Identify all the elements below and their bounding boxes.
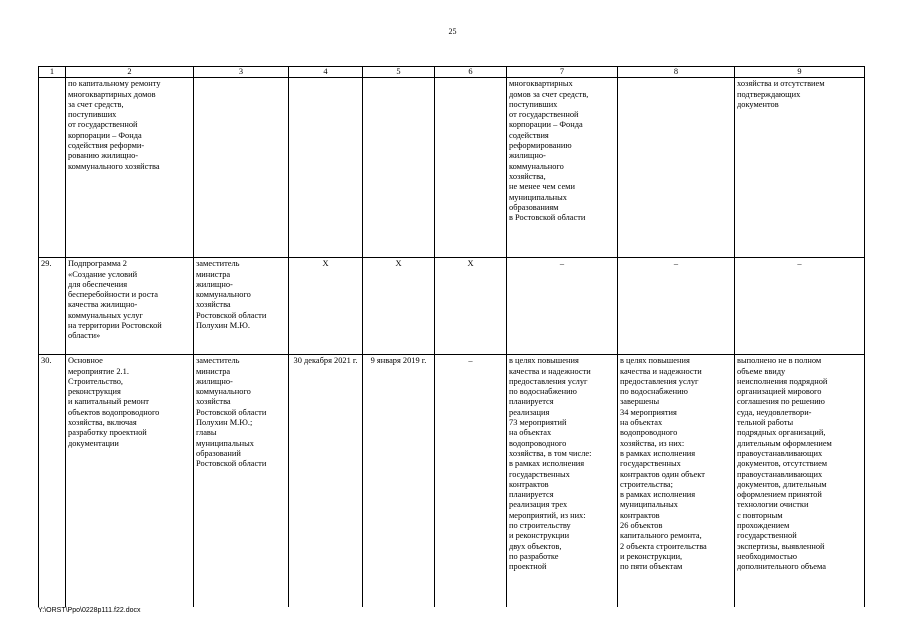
cell-text-line: муниципальных — [620, 500, 678, 510]
row-number — [39, 78, 66, 258]
actual-start-date-cell — [363, 78, 435, 258]
problems-cell — [735, 78, 865, 258]
cell-text-line: капитального ремонта, — [620, 531, 702, 541]
planned-results-cell — [507, 258, 618, 355]
cell-text-line: от государственной — [509, 110, 579, 120]
actual-start-date-cell: 9 января 2019 г. — [363, 355, 435, 615]
cell-text-line: образований — [196, 448, 241, 458]
cell-text-line: министра — [196, 366, 231, 376]
cell-text-line: предоставления услуг — [509, 376, 588, 386]
cell-text-line: реформированию — [509, 141, 572, 151]
table-row — [39, 78, 865, 258]
cell-text-line: Полухин М.Ю. — [196, 321, 250, 331]
problems-cell — [735, 355, 865, 615]
cell-text-line: домов за счет средств, — [509, 89, 589, 99]
cell-text-line: планируется — [509, 397, 554, 407]
cell-text-line: планируется — [509, 490, 554, 500]
cell-text-line: по водоснабжению — [620, 387, 688, 397]
cell-text-line: оформлением принятой — [737, 490, 822, 500]
cell-text-line: завершены — [620, 397, 660, 407]
responsible-cell — [194, 78, 289, 258]
cell-text-line: «Создание условий — [68, 269, 138, 279]
cell-text-line: главы — [196, 428, 217, 438]
cell-text-line: по строительству — [509, 521, 571, 531]
cell-text-line: качества и надежности — [509, 366, 591, 376]
cell-text-line: документов — [737, 99, 779, 109]
cell-text-line: прохождением — [737, 521, 790, 531]
cell-text-line: в целях повышения — [509, 356, 579, 366]
actual-results-cell — [618, 258, 735, 355]
cell-text-line: 73 мероприятий — [509, 418, 567, 428]
cell-text-line: поступивших — [509, 99, 558, 109]
cell-text-line: хозяйства, в том числе: — [509, 448, 592, 458]
cell-text-line: содействия — [509, 130, 549, 140]
cell-text-line: государственных — [620, 459, 681, 469]
cell-text-line: правоустанавливающих — [737, 469, 823, 479]
cell-text-line: и реконструкции, — [620, 551, 683, 561]
cell-text-line: для обеспечения — [68, 279, 128, 289]
cell-text-line: хозяйства, включая — [68, 418, 137, 428]
cell-text-line: соглашения по решению — [737, 397, 825, 407]
cell-text-line: документов, длительным — [737, 479, 827, 489]
cell-text-line: реализация трех — [509, 500, 568, 510]
column-number: 7 — [507, 67, 618, 78]
cell-text-line: по разработке — [509, 551, 559, 561]
cell-text-line: хозяйства и отсутствием — [737, 79, 825, 89]
cell-text-line: организацией мирового — [737, 387, 822, 397]
cell-text-line: 34 мероприятия — [620, 407, 677, 417]
cell-text-line: выполнено не в полном — [737, 356, 822, 366]
cell-text-line: в Ростовской области — [509, 213, 586, 223]
actual-start-date-cell: X — [363, 258, 435, 355]
cell-text-line: документации — [68, 438, 119, 448]
cell-text-line: и реконструкции — [509, 531, 570, 541]
column-number: 1 — [39, 67, 66, 78]
cell-text-line: коммунального — [196, 387, 251, 397]
cell-text-line: на территории Ростовской — [68, 321, 162, 331]
cell-text-line: жилищно- — [196, 376, 233, 386]
planned-date-cell — [289, 78, 363, 258]
actual-end-date-cell — [435, 78, 507, 258]
file-path-footer: Y:\ORST\Ppo\0228p111.f22.docx — [38, 607, 141, 614]
cell-text-line: хозяйства, — [509, 171, 546, 181]
cell-text-line: реконструкция — [68, 387, 121, 397]
cell-text-line: 26 объектов — [620, 521, 663, 531]
column-number: 5 — [363, 67, 435, 78]
planned-date-cell: 30 декабря 2021 г. — [289, 355, 363, 615]
cell-text-line: хозяйства, из них: — [620, 438, 685, 448]
cell-text-line: водопроводного — [509, 438, 567, 448]
cell-text-line: не менее чем семи — [509, 182, 575, 192]
responsible-cell — [194, 355, 289, 615]
column-number: 3 — [194, 67, 289, 78]
cell-text-line: многоквартирных — [509, 79, 573, 89]
cell-text-line: подрядных организаций, — [737, 428, 826, 438]
cell-text-line: в рамках исполнения — [620, 490, 696, 500]
cell-text-line: корпорации – Фонда — [509, 120, 583, 130]
actual-results-cell — [618, 355, 735, 615]
column-number: 2 — [66, 67, 194, 78]
cell-text-line: мероприятие 2.1. — [68, 366, 129, 376]
cell-text-line: контрактов — [509, 479, 549, 489]
cell-text-line: бесперебойности и роста — [68, 290, 159, 300]
planned-date-cell: X — [289, 258, 363, 355]
cell-text-line: реализация — [509, 407, 550, 417]
cell-text-line: государственной — [737, 531, 797, 541]
cell-text-line: качества жилищно- — [68, 300, 138, 310]
cell-text-line: технологии очистки — [737, 500, 809, 510]
page-number: 25 — [448, 27, 457, 36]
planned-results-cell — [507, 78, 618, 258]
cell-text-line: в целях повышения — [620, 356, 690, 366]
problems-cell — [735, 258, 865, 355]
cell-text-line: в рамках исполнения — [509, 459, 585, 469]
cell-text-line: по водоснабжению — [509, 387, 577, 397]
column-number: 8 — [618, 67, 735, 78]
cell-text-line: двух объектов, — [509, 541, 562, 551]
cell-text-line: экспертизы, выявленной — [737, 541, 825, 551]
cell-text-line: на объектах — [620, 418, 663, 428]
actual-end-date-cell: – — [435, 355, 507, 615]
cell-text-line: необходимостью — [737, 551, 798, 561]
cell-text-line: образованиям — [509, 202, 559, 212]
cell-text-line: рованию жилищно- — [68, 151, 139, 161]
planned-results-cell — [507, 355, 618, 615]
event-name-cell — [66, 78, 194, 258]
cell-text-line: содействия реформи- — [68, 141, 145, 151]
cell-text-line: корпорации – Фонда — [68, 130, 142, 140]
cell-text-line: на объектах — [509, 428, 552, 438]
cell-text-line: государственных — [509, 469, 570, 479]
actual-end-date-cell: X — [435, 258, 507, 355]
cell-text-line: Ростовской области — [196, 310, 267, 320]
cell-text-line: водопроводного — [620, 428, 678, 438]
cell-text-line: многоквартирных домов — [68, 89, 156, 99]
cell-text-line: хозяйства — [196, 300, 231, 310]
column-numbers-row — [39, 67, 865, 78]
cell-text-line: по капитальному ремонту — [68, 79, 161, 89]
cell-text-line: поступивших — [68, 110, 117, 120]
cell-text-line: заместитель — [196, 259, 240, 269]
cell-text-line: Подпрограмма 2 — [68, 259, 127, 269]
cell-text-line: качества и надежности — [620, 366, 702, 376]
cell-text-line: министра — [196, 269, 231, 279]
cell-text-line: контрактов — [620, 510, 660, 520]
cell-text-line: контрактов один объект — [620, 469, 705, 479]
cell-text-line: дополнительного объема — [737, 562, 826, 572]
cell-text-line: – — [797, 259, 802, 269]
cell-text-line: жилищно- — [196, 279, 233, 289]
cell-text-line: коммунального — [196, 290, 251, 300]
cell-text-line: от государственной — [68, 120, 138, 130]
cell-text-line: документов, отсутствием — [737, 459, 828, 469]
cell-text-line: неисполнения подрядной — [737, 376, 828, 386]
report-table — [38, 66, 865, 615]
cell-text-line: – — [673, 259, 679, 269]
cell-text-line: правоустанавливающих — [737, 448, 823, 458]
cell-text-line: муниципальных — [196, 438, 254, 448]
column-number: 4 — [289, 67, 363, 78]
cell-text-line: в рамках исполнения — [620, 448, 696, 458]
cell-text-line: мероприятий, из них: — [509, 510, 586, 520]
event-name-cell — [66, 258, 194, 355]
cell-text-line: муниципальных — [509, 192, 567, 202]
cell-text-line: предоставления услуг — [620, 376, 699, 386]
row-number: 29. — [39, 258, 66, 355]
responsible-cell — [194, 258, 289, 355]
table-row — [39, 355, 865, 615]
cell-text-line: жилищно- — [509, 151, 546, 161]
cell-text-line: Основное — [68, 356, 103, 366]
cell-text-line: коммунальных услуг — [68, 310, 143, 320]
cell-text-line: – — [559, 259, 565, 269]
cell-text-line: объектов водопроводного — [68, 407, 160, 417]
column-number: 9 — [735, 67, 865, 78]
cell-text-line: Ростовской области — [196, 459, 267, 469]
cell-text-line: строительства; — [620, 479, 673, 489]
cell-text-line: суда, неудовлетвори- — [737, 407, 812, 417]
cell-text-line: 2 объекта строительства — [620, 541, 707, 551]
cell-text-line: по пяти объектам — [620, 562, 683, 572]
row-number: 30. — [39, 355, 66, 615]
cell-text-line: Ростовской области — [196, 407, 267, 417]
cell-text-line: коммунального — [509, 161, 564, 171]
cell-text-line: хозяйства — [196, 397, 231, 407]
table-row — [39, 258, 865, 355]
event-name-cell — [66, 355, 194, 615]
cell-text-line: Полухин М.Ю.; — [196, 418, 253, 428]
cell-text-line: длительным оформлением — [737, 438, 832, 448]
actual-results-cell — [618, 78, 735, 258]
cell-text-line: Строительство, — [68, 376, 124, 386]
cell-text-line: объеме ввиду — [737, 366, 786, 376]
cell-text-line: заместитель — [196, 356, 240, 366]
cell-text-line: разработку проектной — [68, 428, 147, 438]
cell-text-line: коммунального хозяйства — [68, 161, 160, 171]
cell-text-line: и капитальный ремонт — [68, 397, 149, 407]
cell-text-line: тельной работы — [737, 418, 794, 428]
cell-text-line: за счет средств, — [68, 99, 124, 109]
column-number: 6 — [435, 67, 507, 78]
cell-text-line: подтверждающих — [737, 89, 801, 99]
cell-text-line: проектной — [509, 562, 547, 572]
cell-text-line: области» — [68, 331, 101, 341]
cell-text-line: с повторным — [737, 510, 783, 520]
